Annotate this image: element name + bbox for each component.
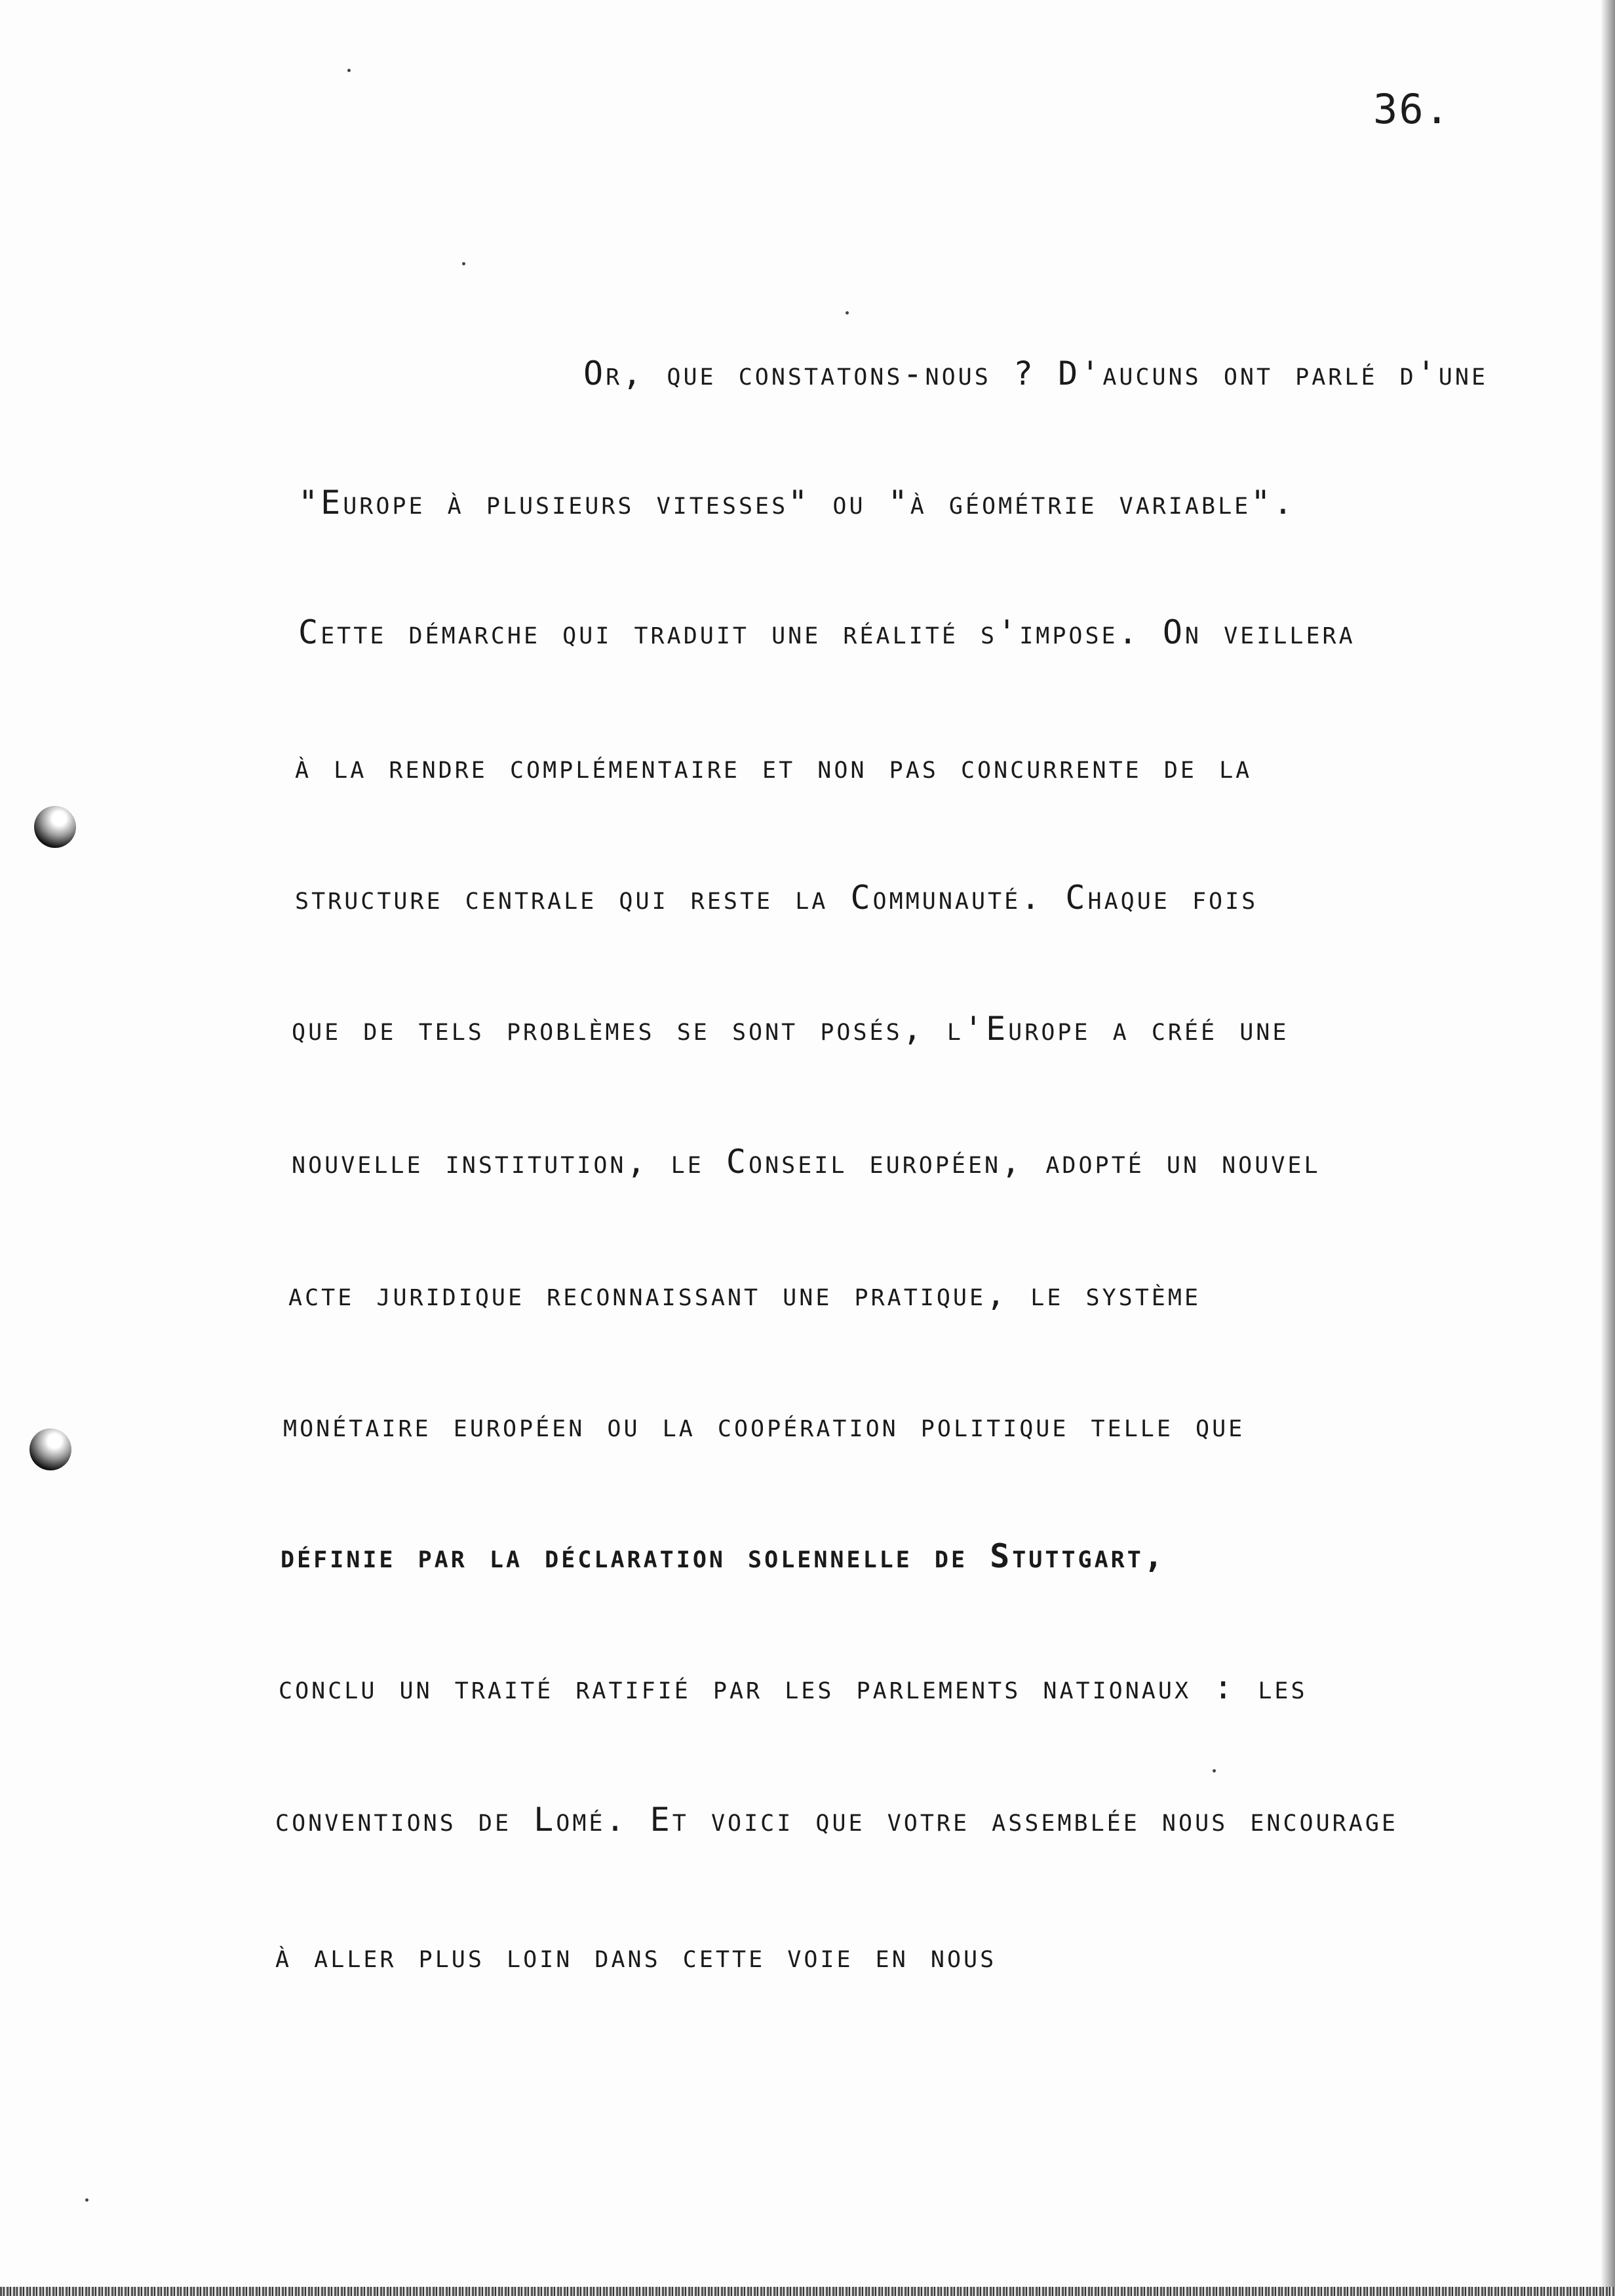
scan-speck: [1213, 1769, 1216, 1772]
text-line-7: nouvelle institution, le Conseil européen, adopté un nouvel: [292, 1143, 1321, 1181]
text-line-3: Cette démarche qui traduit une réalité s'impose. On veillera: [298, 613, 1355, 651]
text-line-1: Or, que constatons-nous ? D'aucuns ont parlé d'une: [583, 354, 1489, 392]
scan-speck: [347, 69, 351, 72]
text-line-8: acte juridique reconnaissant une pratique, le système: [288, 1275, 1201, 1313]
text-line-4: à la rendre complémentaire et non pas concurrente de la: [295, 748, 1253, 786]
text-line-10: définie par la déclaration solennelle de Stuttgart,: [281, 1537, 1166, 1575]
scan-speck: [846, 311, 849, 315]
scan-speck: [462, 262, 465, 265]
text-line-12: conventions de Lomé. Et voici que votre assemblée nous encourage: [275, 1801, 1398, 1839]
text-line-5: structure centrale qui reste la Communauté. Chaque fois: [295, 879, 1258, 917]
text-line-11: conclu un traité ratifié par les parlements nationaux : les: [279, 1668, 1308, 1706]
punch-hole-bottom: [29, 1428, 71, 1470]
text-line-13: à aller plus loin dans cette voie en nous: [275, 1937, 997, 1975]
text-line-2: "Europe à plusieurs vitesses" ou "à géométrie variable".: [298, 484, 1296, 522]
scan-speck: [85, 2198, 88, 2202]
page-edge-shadow: [1601, 0, 1615, 2296]
scanner-bottom-edge: [0, 2287, 1615, 2296]
punch-hole-top: [34, 806, 76, 848]
text-line-6: que de tels problèmes se sont posés, l'Europe a créé une: [292, 1010, 1289, 1048]
page-number: 36.: [1373, 85, 1450, 133]
text-line-9: monétaire européen ou la coopération politique telle que: [283, 1406, 1245, 1444]
